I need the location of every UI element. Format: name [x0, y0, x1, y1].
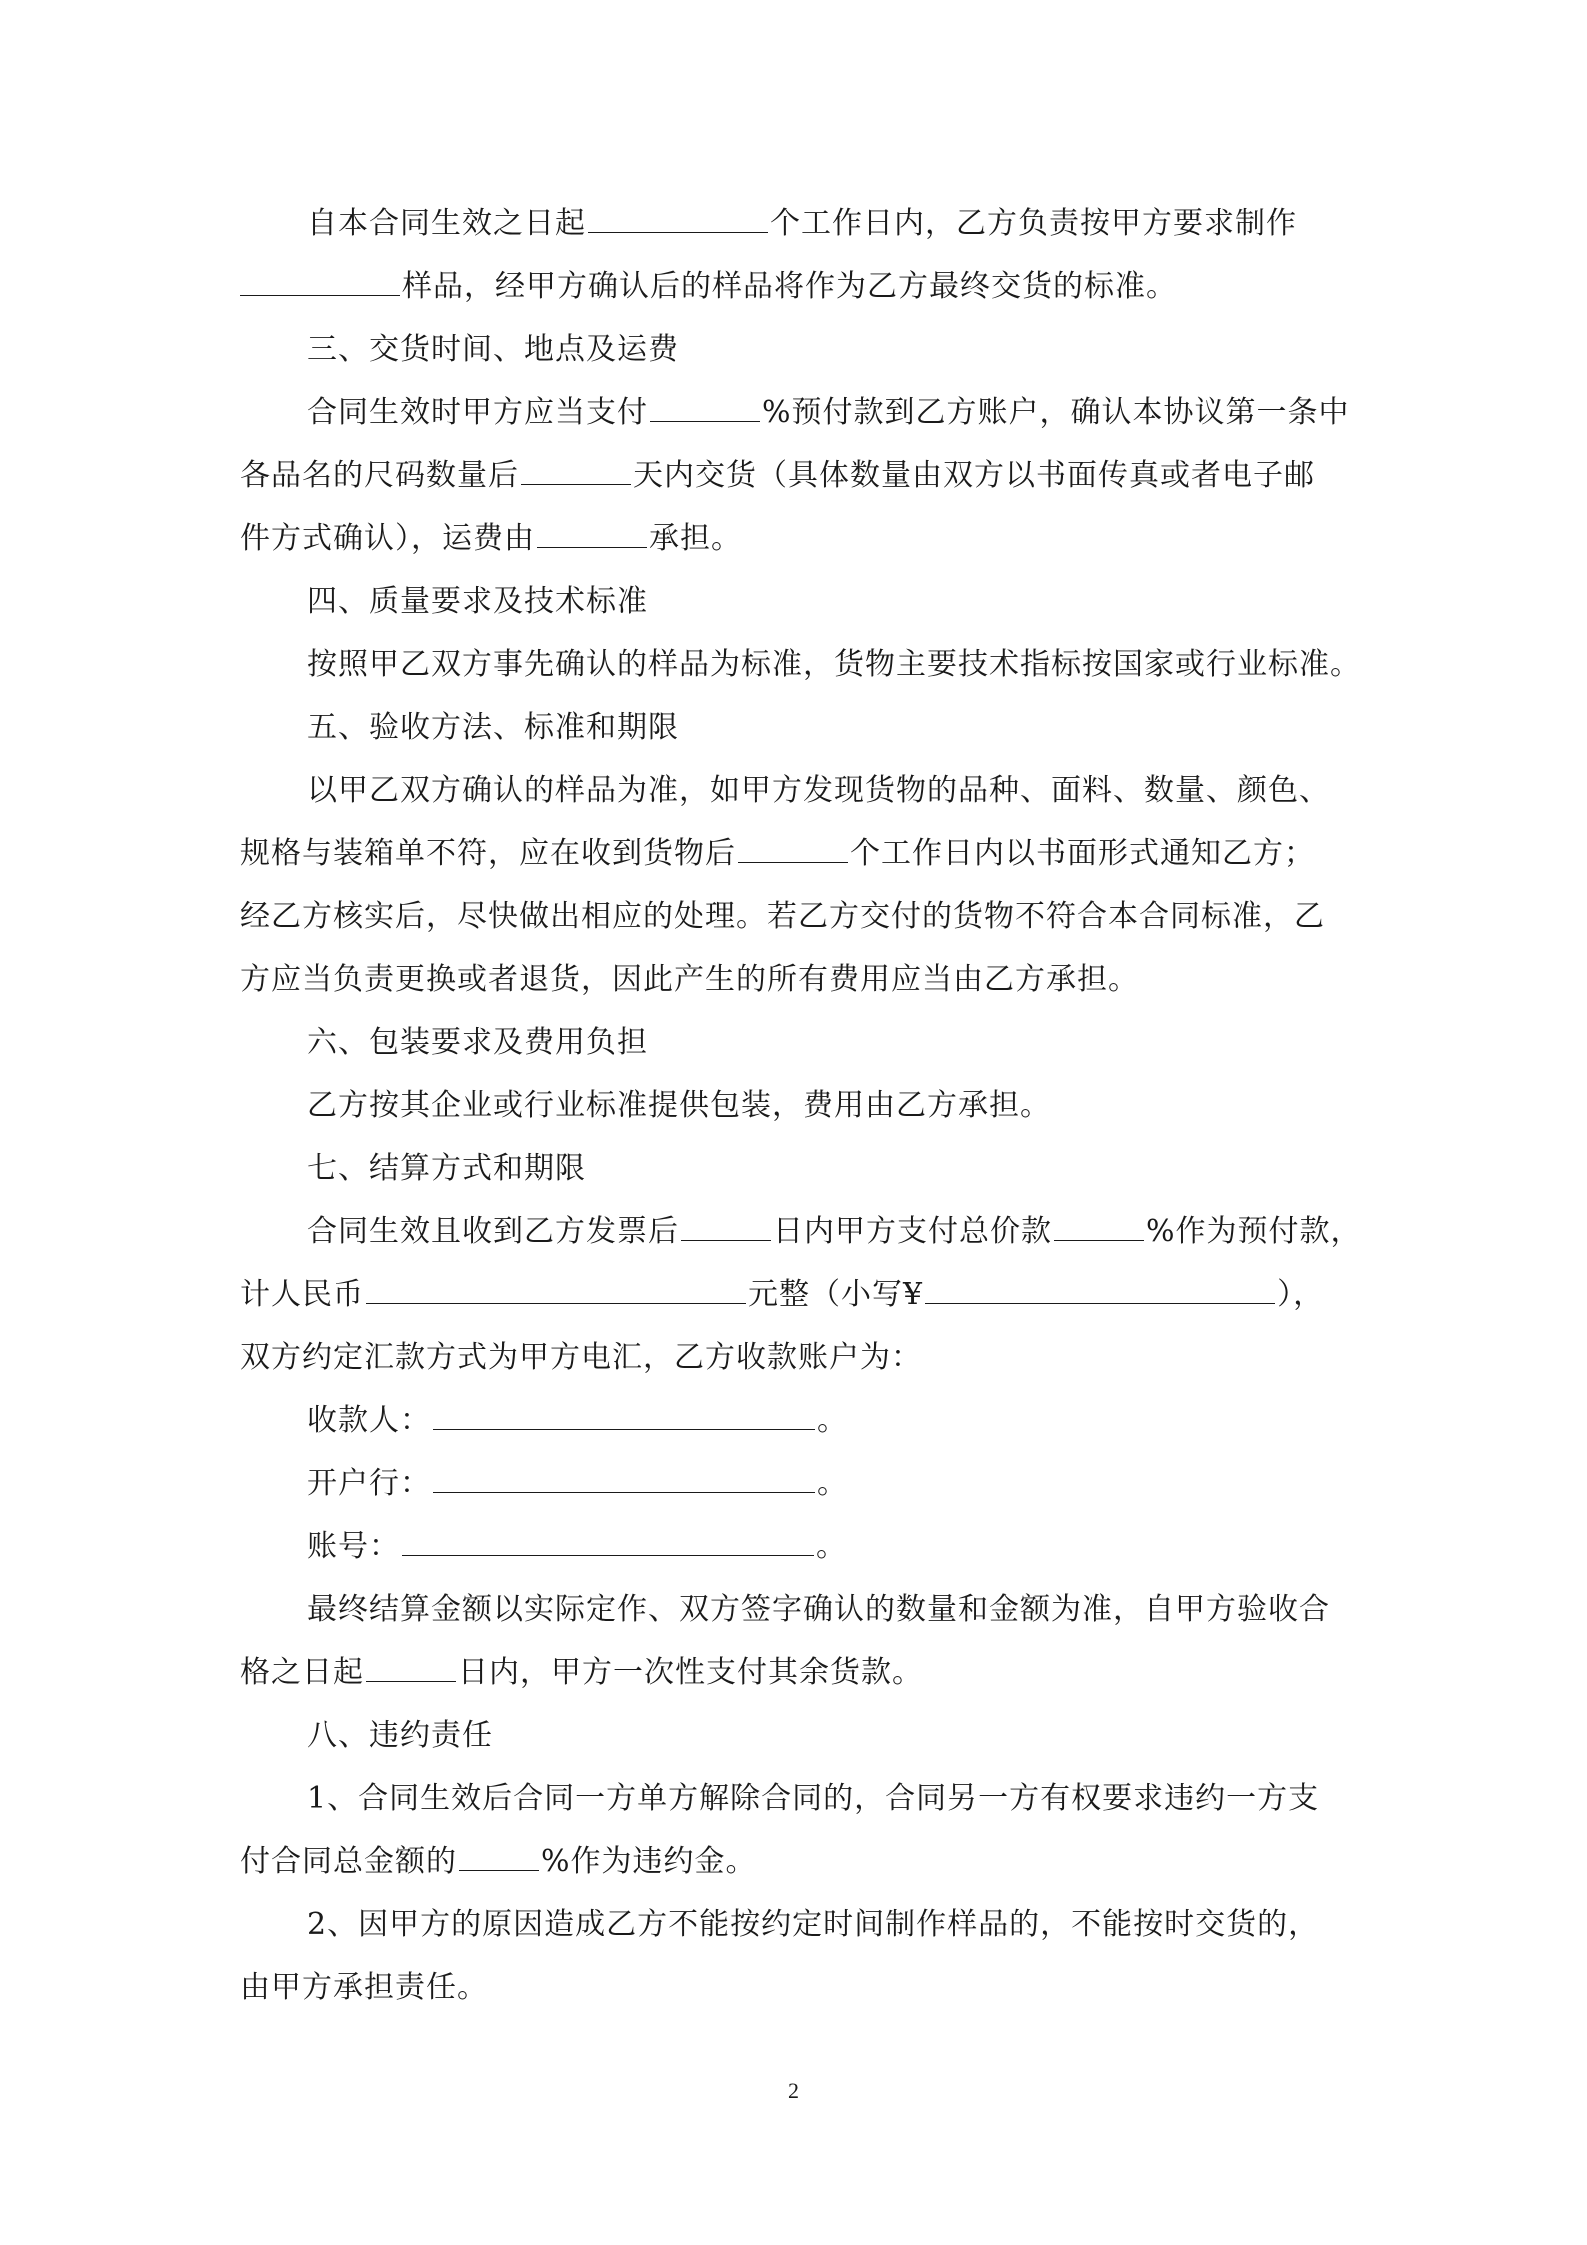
heading-text: 七、结算方式和期限 [307, 1151, 586, 1186]
field-label: 开户行： [307, 1466, 431, 1501]
text-segment: 件方式确认），运费由 [240, 521, 535, 556]
heading-text: 八、违约责任 [307, 1718, 493, 1753]
fill-in-blank [925, 1302, 1275, 1304]
fill-in-blank [537, 546, 647, 548]
text-segment: %预付款到乙方账户，确认本协议第一条中 [762, 395, 1350, 430]
text-segment: ）， [1277, 1277, 1325, 1312]
paragraph-line [240, 1578, 1350, 1641]
text-segment: 。 [817, 1466, 848, 1501]
fill-in-blank [650, 420, 760, 422]
text-segment: 个工作日内，乙方负责按甲方要求制作 [770, 206, 1297, 241]
text-segment: 2、因甲方的原因造成乙方不能按约定时间制作样品的，不能按时交货的， [307, 1907, 1320, 1942]
text-segment: 规格与装箱单不符，应在收到货物后 [240, 836, 736, 871]
text-segment: 乙方按其企业或行业标准提供包装，费用由乙方承担。 [307, 1088, 1051, 1123]
text-segment: %作为违约金。 [541, 1844, 757, 1879]
text-segment: 以甲乙双方确认的样品为准，如甲方发现货物的品种、面料、数量、颜色、 [307, 773, 1330, 808]
paragraph-line [240, 1200, 1362, 1263]
paragraph-line [240, 1074, 1350, 1137]
fill-in-blank [521, 483, 631, 485]
text-segment: 按照甲乙双方事先确认的样品为标准，货物主要技术指标按国家或行业标准。 [307, 647, 1361, 682]
section-heading [240, 318, 1350, 381]
text-segment: 由甲方承担责任。 [240, 1970, 488, 2005]
text-segment: 日内，甲方一次性支付其余货款。 [458, 1655, 923, 1690]
text-segment: 承担。 [649, 521, 742, 556]
paragraph-line [240, 192, 1350, 255]
text-segment: 经乙方核实后，尽快做出相应的处理。若乙方交付的货物不符合本合同标准，乙 [240, 899, 1325, 934]
heading-text: 六、包装要求及费用负担 [307, 1025, 648, 1060]
text-segment: 各品名的尺码数量后 [240, 458, 519, 493]
paragraph-line [240, 1515, 1350, 1578]
fill-in-blank [588, 231, 768, 233]
paragraph-line [240, 1767, 1350, 1830]
text-segment: 双方约定汇款方式为甲方电汇，乙方收款账户为： [240, 1340, 922, 1375]
fill-in-blank [1054, 1239, 1144, 1241]
heading-text: 五、验收方法、标准和期限 [307, 710, 679, 745]
section-heading [240, 1704, 1350, 1767]
fill-in-blank [459, 1869, 539, 1871]
paragraph-line [240, 948, 1350, 1011]
fill-in-blank [366, 1680, 456, 1682]
text-segment: 合同生效且收到乙方发票后 [307, 1214, 679, 1249]
paragraph-line [240, 759, 1350, 822]
fill-in-blank [738, 861, 848, 863]
text-segment: 。 [816, 1529, 847, 1564]
text-segment: 计人民币 [240, 1277, 364, 1312]
paragraph-line [240, 633, 1361, 696]
fill-in-blank [402, 1554, 814, 1556]
text-segment: 方应当负责更换或者退货，因此产生的所有费用应当由乙方承担。 [240, 962, 1139, 997]
field-label: 账号： [307, 1529, 400, 1564]
text-segment: 个工作日内以书面形式通知乙方； [850, 836, 1315, 871]
text-segment: 合同生效时甲方应当支付 [307, 395, 648, 430]
paragraph-line [240, 507, 1350, 570]
paragraph-line [240, 1641, 1350, 1704]
text-segment: 元整（小写¥ [748, 1277, 924, 1312]
paragraph-line [240, 1452, 1350, 1515]
text-segment: 样品，经甲方确认后的样品将作为乙方最终交货的标准。 [402, 269, 1177, 304]
paragraph-line [240, 885, 1350, 948]
fill-in-blank [681, 1239, 771, 1241]
paragraph-line [240, 1389, 1350, 1452]
text-segment: 日内甲方支付总价款 [773, 1214, 1052, 1249]
paragraph-line [240, 822, 1350, 885]
paragraph-line [240, 255, 1350, 318]
heading-text: 三、交货时间、地点及运费 [307, 332, 679, 367]
document-body [240, 192, 1362, 2019]
fill-in-blank [366, 1302, 746, 1304]
page-number: 2 [788, 2078, 799, 2103]
fill-in-blank [433, 1491, 815, 1493]
section-heading [240, 696, 1350, 759]
paragraph-line [240, 1830, 1350, 1893]
section-heading [240, 1137, 1350, 1200]
text-segment: 格之日起 [240, 1655, 364, 1690]
heading-text: 四、质量要求及技术标准 [307, 584, 648, 619]
text-segment: %作为预付款， [1146, 1214, 1362, 1249]
paragraph-line [240, 444, 1350, 507]
section-heading [240, 570, 1350, 633]
paragraph-line [240, 381, 1350, 444]
field-label: 收款人： [307, 1403, 431, 1438]
paragraph-line [240, 1263, 1350, 1326]
text-segment: 天内交货（具体数量由双方以书面传真或者电子邮 [633, 458, 1315, 493]
text-segment: 1、合同生效后合同一方单方解除合同的，合同另一方有权要求违约一方支 [307, 1781, 1320, 1816]
text-segment: 自本合同生效之日起 [307, 206, 586, 241]
text-segment: 最终结算金额以实际定作、双方签字确认的数量和金额为准，自甲方验收合 [307, 1592, 1330, 1627]
paragraph-line [240, 1326, 1350, 1389]
section-heading [240, 1011, 1350, 1074]
fill-in-blank [433, 1428, 815, 1430]
paragraph-line [240, 1893, 1350, 1956]
paragraph-line [240, 1956, 1350, 2019]
text-segment: 。 [817, 1403, 848, 1438]
text-segment: 付合同总金额的 [240, 1844, 457, 1879]
fill-in-blank [240, 294, 400, 296]
